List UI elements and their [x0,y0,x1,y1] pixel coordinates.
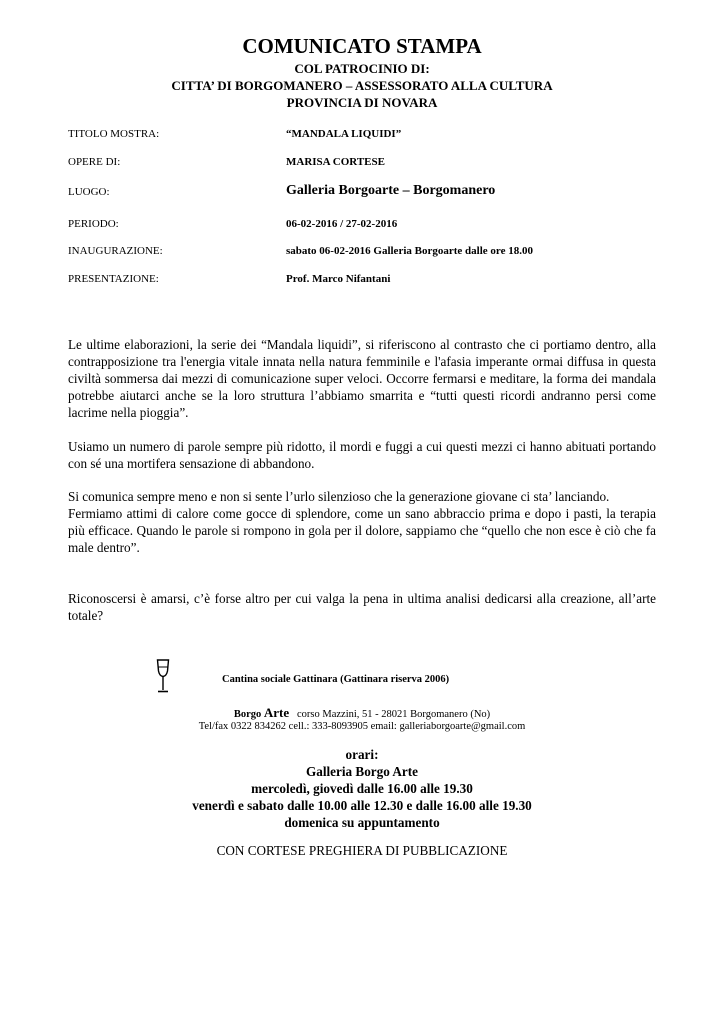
meta-value: Galleria Borgoarte – Borgomanero [286,183,496,198]
paragraph-text: Si comunica sempre meno e non si sente l’urlo silenzioso che la generazione giovane ci sta’ lanciando. [68,489,610,504]
meta-value: “MANDALA LIQUIDI” [286,128,402,140]
hours-weekend: venerdì e sabato dalle 10.00 alle 12.30 e dalle 16.00 alle 19.30 [192,798,532,813]
hours-heading: orari: [345,747,379,762]
contact-phone-email: Tel/fax 0322 834262 cell.: 333-8093905 email: galleriaborgoarte@gmail.com [198,721,526,732]
paragraph-text: Usiamo un numero di parole sempre più ridotto, il mordi e fuggi a cui questi mezzi ci hanno abituati portando con sé una mortifera sensazione di abbandono. [68,439,656,471]
patronage-city: CITTA’ DI BORGOMANERO – ASSESSORATO ALLA CULTURA [171,78,553,93]
paragraph-text: Fermiamo attimi di calore come gocce di splendore, come un sano abbraccio prima e dopo i pasti, la terapia più efficace. Quando le parole si rompono in gola per il dolore, sappiamo che “quello che non esce è ciò che fa male dentro”. [68,506,656,555]
wine-glass-icon [156,659,170,693]
meta-row-opening [68,245,668,265]
patronage-heading: COL PATROCINIO DI: [294,61,430,76]
meta-label: PERIODO: [68,218,119,230]
meta-row-period [68,218,668,238]
meta-row-artist [68,156,668,176]
brand-name-borgo: Borgo [233,709,262,720]
gallery-address: corso Mazzini, 51 - 28021 Borgomanero (No) [297,709,491,720]
meta-label: INAUGURAZIONE: [68,245,163,257]
meta-label: PRESENTAZIONE: [68,273,159,285]
paragraph-text: Riconoscersi è amarsi, c’è forse altro per cui valga la pena in ultima analisi dedicarsi alla creazione, all’arte totale? [68,591,656,623]
meta-value: sabato 06-02-2016 Galleria Borgoarte dalle ore 18.00 [286,245,533,257]
body-paragraph-4 [68,590,656,624]
patronage-province: PROVINCIA DI NOVARA [286,95,438,110]
meta-value: MARISA CORTESE [286,156,385,168]
meta-value: 06-02-2016 / 27-02-2016 [286,218,398,230]
hours-sunday: domenica su appuntamento [284,815,440,830]
meta-label: OPERE DI: [68,156,121,168]
meta-row-presentation [68,273,668,293]
meta-label: TITOLO MOSTRA: [68,128,160,140]
brand-name-arte: Arte [263,705,290,720]
meta-value: Prof. Marco Nifantani [286,273,391,285]
sponsor-text: Cantina sociale Gattinara (Gattinara riserva 2006) [222,674,450,685]
contact-address-line [0,705,724,721]
body-paragraph-1 [68,336,656,421]
document-title: COMUNICATO STAMPA [242,34,482,58]
publication-request: CON CORTESE PREGHIERA DI PUBBLICAZIONE [216,843,508,858]
body-paragraph-3 [68,488,656,556]
meta-row-title [68,128,668,148]
paragraph-text: Le ultime elaborazioni, la serie dei “Mandala liquidi”, si riferiscono al contrasto che ci portiamo dentro, alla contrapposizione tra l'energia vitale innata nella natura femminile e l'afasia imperante ormai diffusa in questa civiltà sommersa dai mezzi di comunicazione super veloci. Occorre fermarsi e meditare, la forma dei mandala potrebbe aiutarci anche se la loro struttura l’abbiamo smarrita e “tutti questi ricordi andranno persi come lacrime nella pioggia”. [68,337,656,420]
hours-midweek: mercoledì, giovedì dalle 16.00 alle 19.30 [251,781,473,796]
hours-venue: Galleria Borgo Arte [305,764,419,779]
body-paragraph-2 [68,438,656,472]
meta-row-venue [68,183,668,206]
meta-label: LUOGO: [68,186,110,198]
